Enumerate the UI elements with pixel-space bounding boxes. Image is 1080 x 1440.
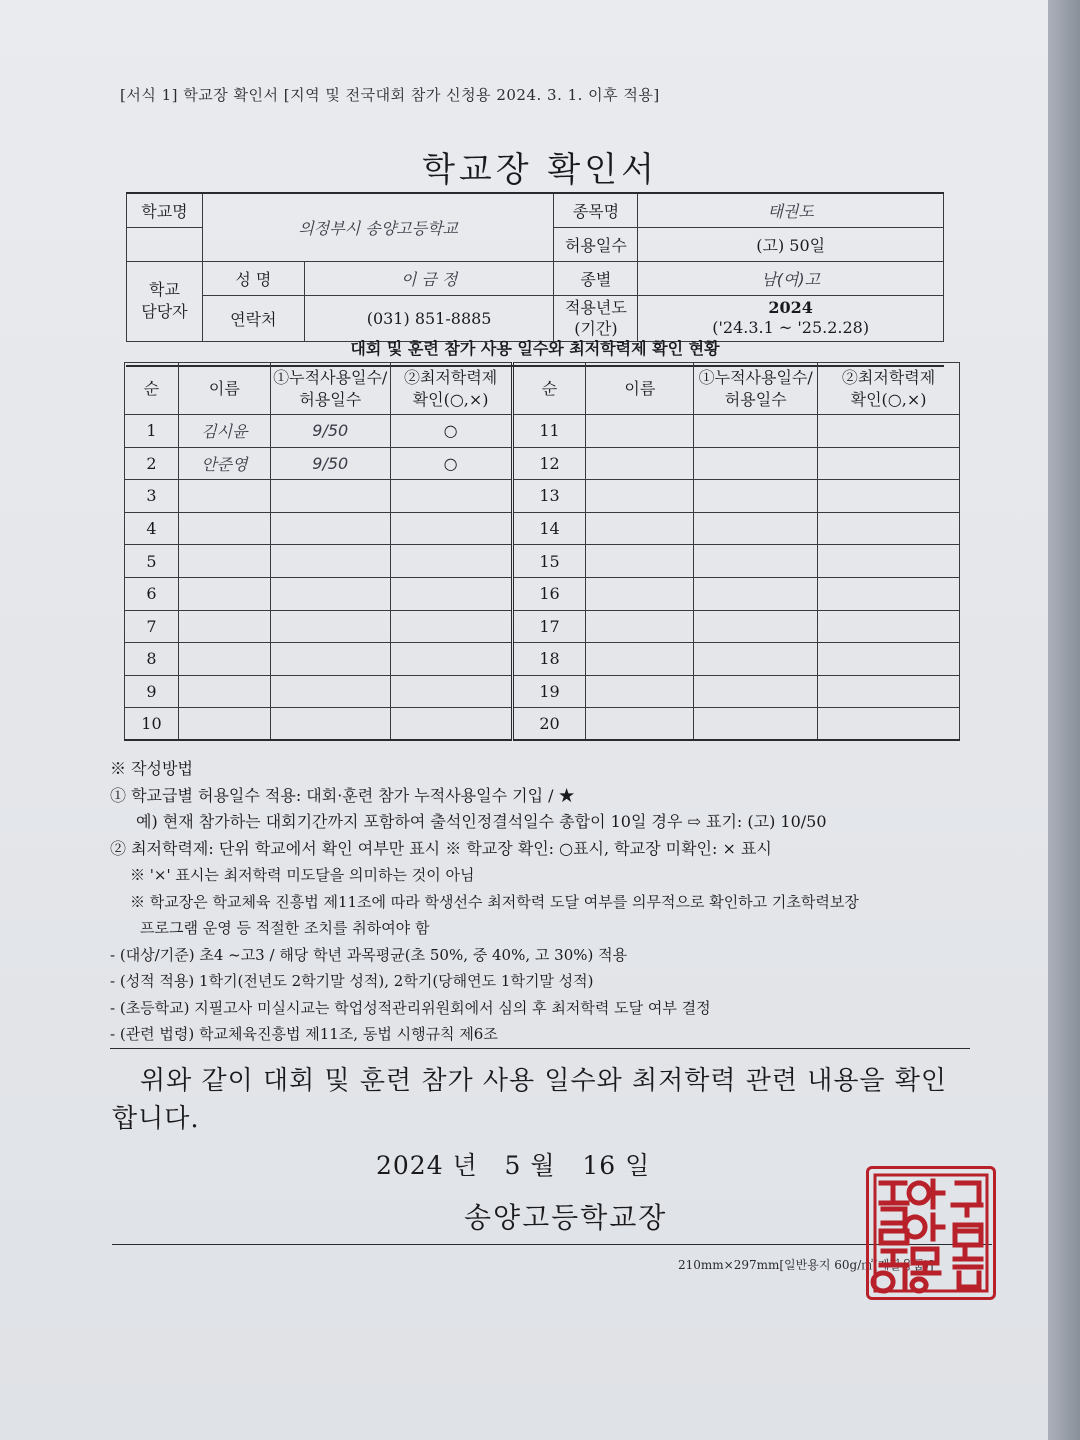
col-days-2: ①누적사용일수/ 허용일수 (694, 363, 818, 415)
contact-value: (031) 851-8885 (304, 295, 554, 341)
row-name-2 (586, 643, 694, 676)
category-label: 종별 (554, 261, 638, 295)
row-no: 9 (125, 675, 179, 708)
row-check-2 (818, 643, 960, 676)
row-no-2: 16 (512, 577, 586, 610)
table-row (125, 545, 960, 578)
row-check-2 (818, 675, 960, 708)
row-days (270, 577, 390, 610)
row-no-2: 13 (512, 480, 586, 513)
row-days (270, 610, 390, 643)
row-name-2 (586, 577, 694, 610)
row-no-2: 18 (512, 643, 586, 676)
table-row (125, 708, 960, 741)
row-days-2 (694, 447, 818, 480)
note-1-example: 예) 현재 참가하는 대회기간까지 포함하여 출석인정결석일수 총합이 10일 경우 ⇨ 표기: (고) 10/50 (136, 812, 827, 831)
row-days (270, 708, 390, 741)
row-days-2 (694, 480, 818, 513)
sport-value: 태권도 (638, 193, 944, 227)
days-value: (고) 50일 (638, 227, 944, 261)
row-no-2: 12 (512, 447, 586, 480)
row-no-2: 11 (512, 415, 586, 448)
row-check: ○ (390, 447, 512, 480)
days-label: 허용일수 (554, 227, 638, 261)
row-no: 4 (125, 512, 179, 545)
note-2-sub-2: ※ 학교장은 학교체육 진흥법 제11조에 따라 학생선수 최저학력 도달 여부를 의무적으로 확인하고 기초학력보장 (130, 892, 859, 911)
row-days-2 (694, 545, 818, 578)
row-name (178, 577, 270, 610)
detail-1: - (대상/기준) 초4 ~고3 / 해당 학년 과목평균(초 50%, 중 40%, 고 30%) 적용 (110, 945, 628, 964)
row-check-2 (818, 447, 960, 480)
col-name: 이름 (178, 363, 270, 415)
manager-label: 학교 담당자 (127, 261, 203, 341)
row-no: 8 (125, 643, 179, 676)
divider-bottom (112, 1244, 992, 1245)
name-value: 이 금 정 (304, 261, 554, 295)
row-no: 5 (125, 545, 179, 578)
school-value: 의정부시 송양고등학교 (202, 193, 554, 261)
row-check-2 (818, 415, 960, 448)
row-check (390, 512, 512, 545)
principal-title: 송양고등학교장 (464, 1201, 668, 1234)
table-row (125, 643, 960, 676)
row-name-2 (586, 610, 694, 643)
row-name-2 (586, 675, 694, 708)
table-row (125, 447, 960, 480)
year-cell (638, 295, 944, 341)
row-check-2 (818, 512, 960, 545)
table-row (125, 512, 960, 545)
row-check-2 (818, 610, 960, 643)
row-days-2 (694, 610, 818, 643)
col-no-2: 순 (512, 363, 586, 415)
row-name-2 (586, 447, 694, 480)
row-no-2: 19 (512, 675, 586, 708)
instructions (110, 756, 980, 1048)
col-no: 순 (125, 363, 179, 415)
row-name-2 (586, 708, 694, 741)
row-name-2 (586, 545, 694, 578)
table-row (125, 480, 960, 513)
seal-stamp-icon (869, 1169, 993, 1297)
row-no-2: 14 (512, 512, 586, 545)
row-days-2 (694, 675, 818, 708)
row-check-2 (818, 708, 960, 741)
school-label-cont (127, 227, 203, 261)
row-days (270, 675, 390, 708)
row-no: 2 (125, 447, 179, 480)
row-name (178, 610, 270, 643)
official-seal (866, 1166, 996, 1300)
document-title: 학교장 확인서 (422, 150, 658, 190)
detail-4: - (관련 법령) 학교체육진흥법 제11조, 동법 시행규칙 제6조 (110, 1025, 498, 1043)
row-days-2 (694, 577, 818, 610)
row-no-2: 20 (512, 708, 586, 741)
signature-date: 2024 년 5 월 16 일 (376, 1151, 651, 1180)
year-value: 2024 (768, 298, 813, 317)
table-row (125, 610, 960, 643)
row-no-2: 15 (512, 545, 586, 578)
row-name: 김시윤 (178, 415, 270, 448)
detail-3: - (초등학교) 지필고사 미실시교는 학업성적관리위원회에서 심의 후 최저학력 도달 여부 결정 (110, 998, 711, 1017)
col-check: ②최저학력제 확인(○,×) (390, 363, 512, 415)
row-no: 10 (125, 708, 179, 741)
row-name-2 (586, 480, 694, 513)
info-table (126, 192, 944, 342)
row-name (178, 643, 270, 676)
row-name (178, 512, 270, 545)
detail-2: - (성적 적용) 1학기(전년도 2학기말 성적), 2학기(당해연도 1학기말 성적) (110, 972, 594, 990)
row-no: 7 (125, 610, 179, 643)
notes-heading: ※ 작성방법 (110, 759, 193, 778)
row-name-2 (586, 512, 694, 545)
row-check (390, 545, 512, 578)
contact-label: 연락처 (202, 295, 304, 341)
row-check: ○ (390, 415, 512, 448)
table-row (125, 415, 960, 448)
sport-label: 종목명 (554, 193, 638, 227)
row-check (390, 675, 512, 708)
col-days: ①누적사용일수/ 허용일수 (270, 363, 390, 415)
row-name (178, 708, 270, 741)
note-1: ① 학교급별 허용일수 적용: 대회·훈련 참가 누적사용일수 기입 / ★ (110, 785, 575, 805)
row-check (390, 577, 512, 610)
row-days-2 (694, 512, 818, 545)
note-2-sub-1: ※ '×' 표시는 최저학력 미도달을 의미하는 것이 아님 (130, 866, 475, 884)
row-name-2 (586, 415, 694, 448)
row-no: 3 (125, 480, 179, 513)
row-days-2 (694, 643, 818, 676)
form-header: [서식 1] 학교장 확인서 [지역 및 전국대회 참가 신청용 2024. 3. 1. 이후 적용] (120, 86, 660, 104)
row-no-2: 17 (512, 610, 586, 643)
row-check (390, 480, 512, 513)
row-name: 안준영 (178, 447, 270, 480)
row-name (178, 545, 270, 578)
divider (110, 1048, 970, 1049)
table-row (125, 675, 960, 708)
row-days (270, 545, 390, 578)
col-name-2: 이름 (586, 363, 694, 415)
row-check (390, 708, 512, 741)
row-check (390, 643, 512, 676)
row-days: 9/50 (270, 415, 390, 448)
note-2-sub-2b: 프로그램 운영 등 적절한 조치를 취하여야 함 (140, 919, 430, 937)
row-days (270, 643, 390, 676)
table-row (125, 577, 960, 610)
row-name (178, 480, 270, 513)
row-days-2 (694, 708, 818, 741)
col-check-2: ②최저학력제 확인(○,×) (818, 363, 960, 415)
row-name (178, 675, 270, 708)
period-value: ('24.3.1 ~ '25.2.28) (712, 318, 870, 337)
row-check-2 (818, 577, 960, 610)
row-no: 1 (125, 415, 179, 448)
row-days: 9/50 (270, 447, 390, 480)
row-no: 6 (125, 577, 179, 610)
year-label: 적용년도 (기간) (554, 295, 638, 341)
row-check-2 (818, 480, 960, 513)
note-2: ② 최저학력제: 단위 학교에서 확인 여부만 표시 ※ 학교장 확인: ○표시, 학교장 미확인: × 표시 (110, 838, 772, 858)
row-days-2 (694, 415, 818, 448)
row-days (270, 512, 390, 545)
section-title: 대회 및 훈련 참가 사용 일수와 최저학력제 확인 현황 (126, 336, 944, 367)
school-label: 학교명 (127, 193, 203, 227)
name-label: 성 명 (202, 261, 304, 295)
paper-spec: 210mm×297mm[일반용지 60g/㎡(재활용품)] (678, 1258, 934, 1272)
category-value: 남(여)고 (638, 261, 944, 295)
confirmation-text: 위와 같이 대회 및 훈련 참가 사용 일수와 최저학력 관련 내용을 확인합니다. (112, 1066, 948, 1134)
row-check (390, 610, 512, 643)
row-check-2 (818, 545, 960, 578)
participation-table (124, 362, 960, 741)
row-days (270, 480, 390, 513)
